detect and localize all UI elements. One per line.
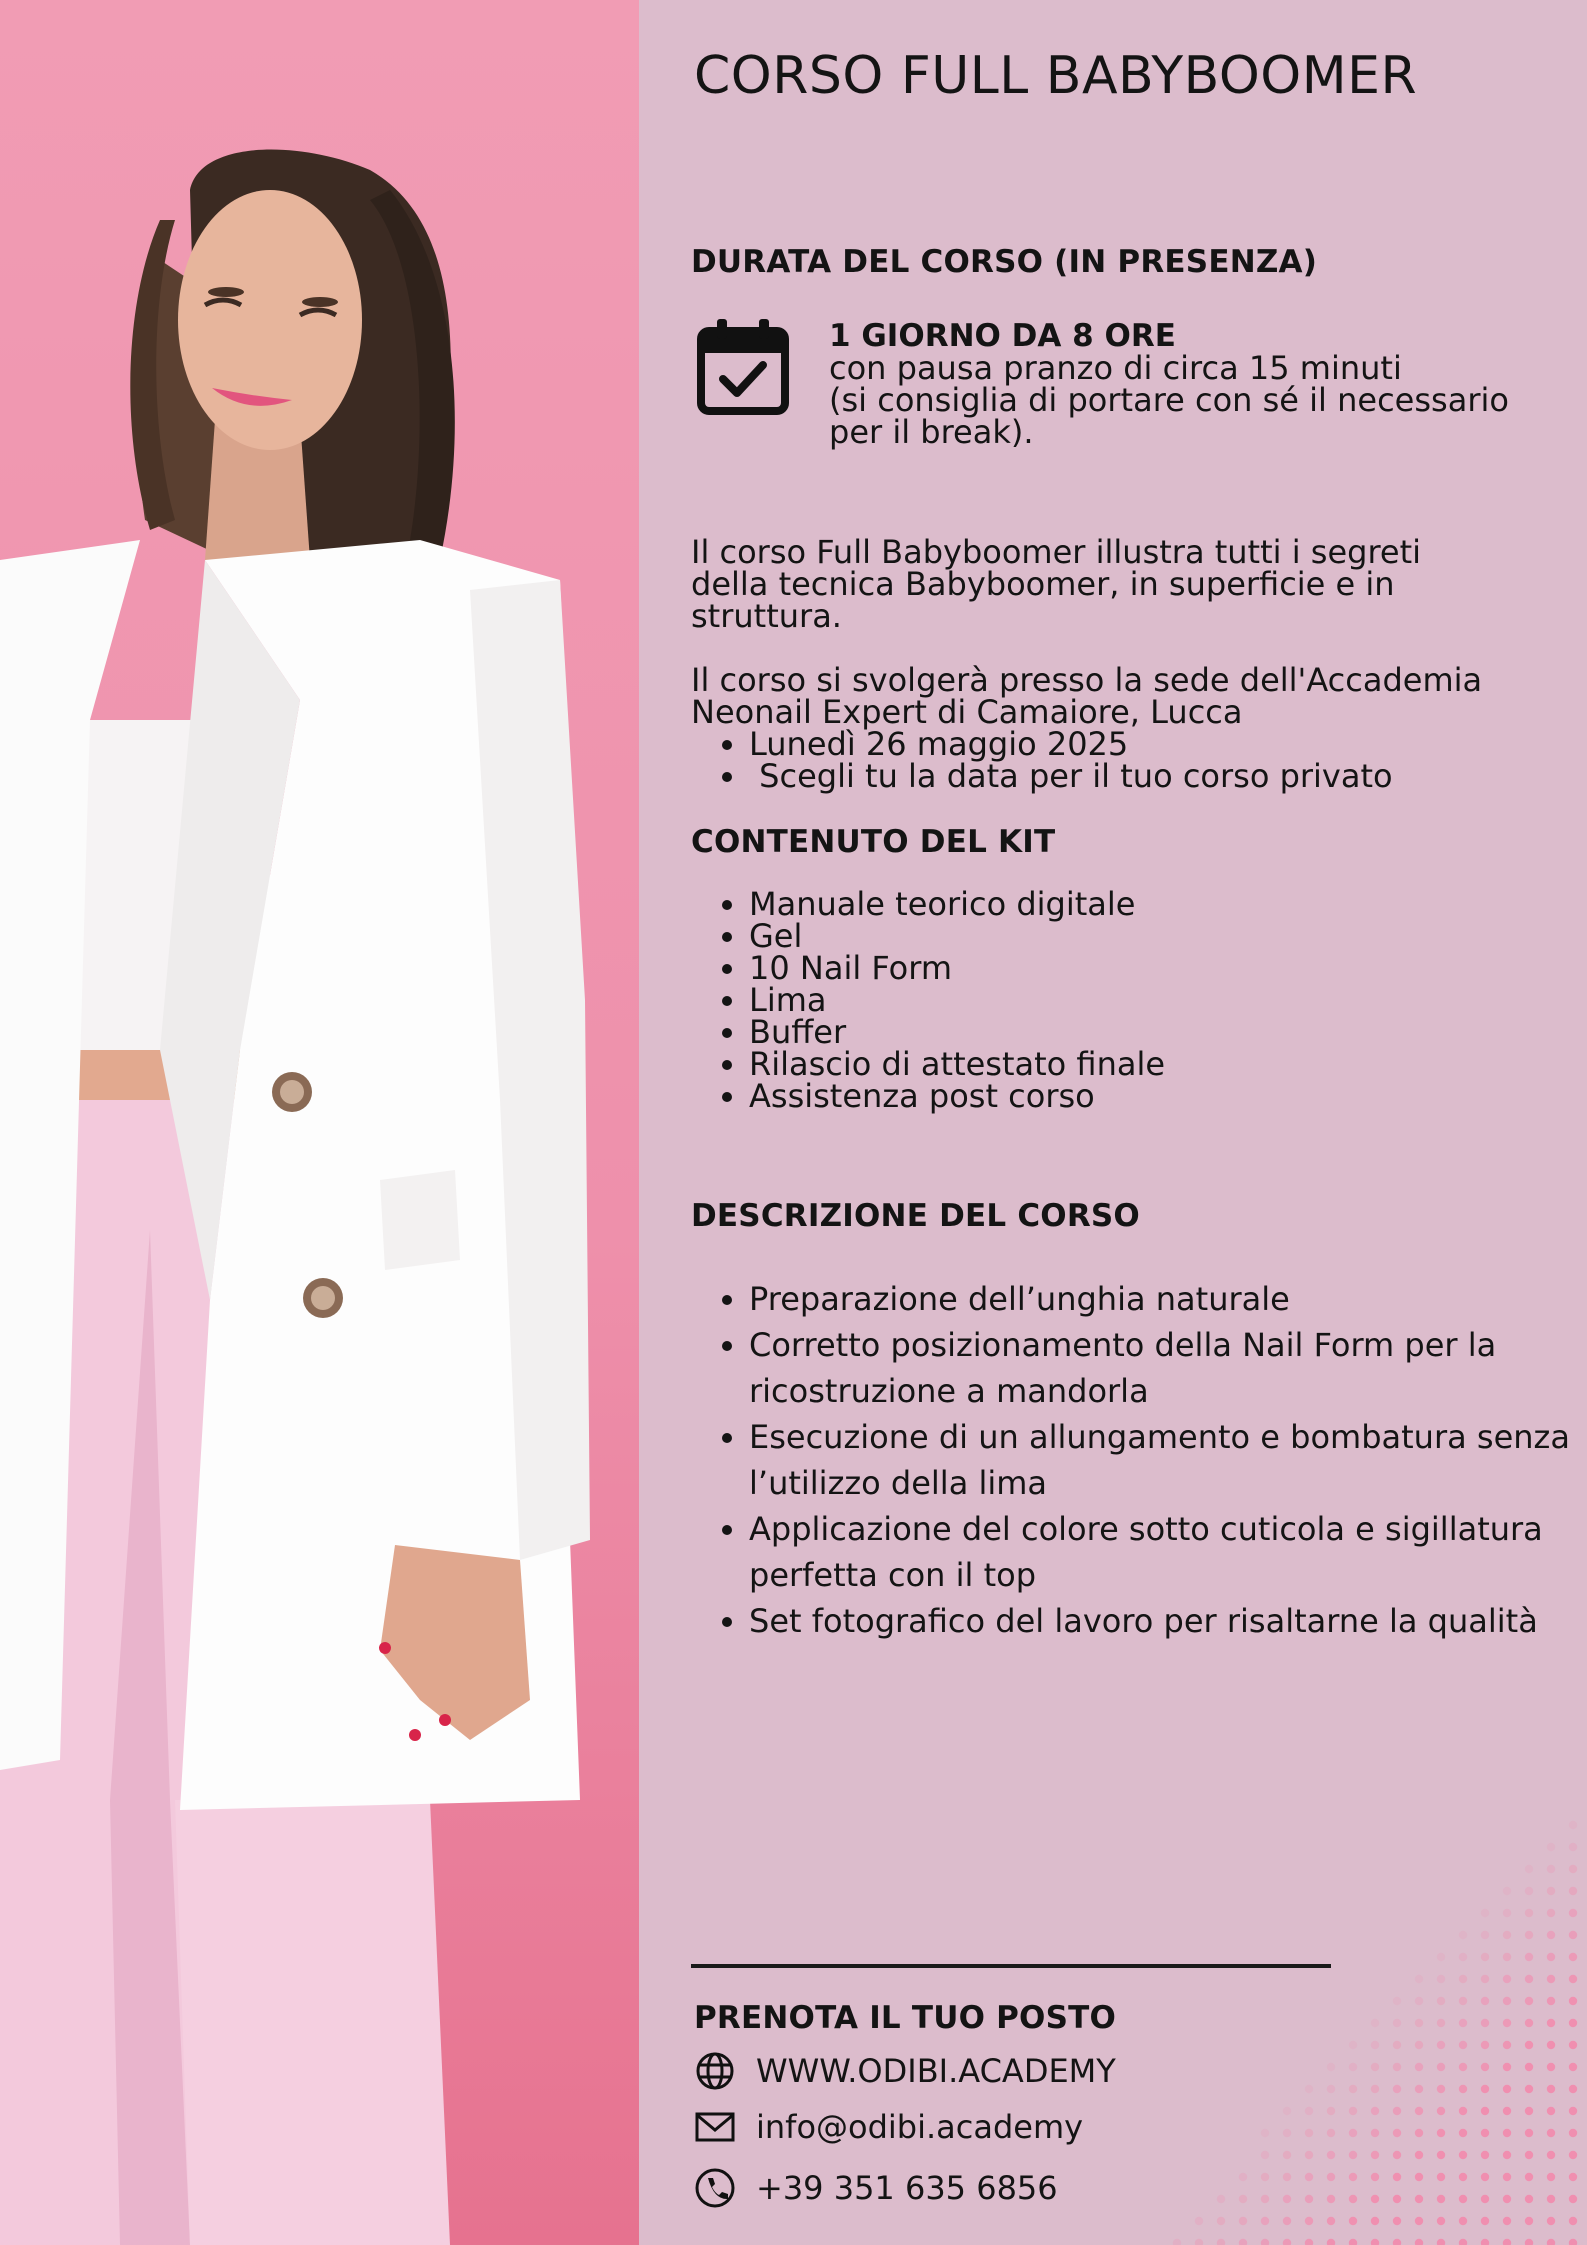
decorative-dot bbox=[1569, 2195, 1577, 2203]
decorative-dot bbox=[1547, 2063, 1555, 2071]
decorative-dot bbox=[1283, 2129, 1291, 2137]
decorative-dot bbox=[1525, 1931, 1533, 1939]
decorative-dot bbox=[1239, 2195, 1247, 2203]
decorative-dot bbox=[1569, 2173, 1577, 2181]
kit-item: • Buffer bbox=[749, 1016, 1587, 1048]
decorative-dot bbox=[1437, 2041, 1445, 2049]
decorative-dot bbox=[1525, 2173, 1533, 2181]
decorative-dot bbox=[1459, 2063, 1467, 2071]
decorative-dot bbox=[1239, 2173, 1247, 2181]
decorative-dot bbox=[1503, 1997, 1511, 2005]
decorative-dot bbox=[1305, 2239, 1313, 2245]
model-photo bbox=[0, 0, 639, 2245]
decorative-dot bbox=[1459, 1975, 1467, 1983]
decorative-dot bbox=[1569, 1887, 1577, 1895]
duration-line: per il break). bbox=[829, 413, 1034, 451]
decorative-dot bbox=[1569, 2085, 1577, 2093]
page-title: CORSO FULL BABYBOOMER bbox=[694, 46, 1418, 106]
decorative-dot bbox=[1437, 2019, 1445, 2027]
decorative-dot bbox=[1349, 2195, 1357, 2203]
phone-link[interactable] bbox=[694, 2167, 1058, 2209]
duration-line: (si consiglia di portare con sé il necessario bbox=[829, 381, 1509, 419]
decorative-dot bbox=[1525, 1865, 1533, 1873]
decorative-dot bbox=[1393, 2107, 1401, 2115]
decorative-dot bbox=[1261, 2173, 1269, 2181]
decorative-dot bbox=[1415, 2063, 1423, 2071]
decorative-dot bbox=[1217, 2195, 1225, 2203]
decorative-dot bbox=[1503, 2239, 1511, 2245]
decorative-dot bbox=[1327, 2151, 1335, 2159]
decorative-dot bbox=[1327, 2085, 1335, 2093]
decorative-dot bbox=[1415, 2195, 1423, 2203]
decorative-dot bbox=[1393, 2173, 1401, 2181]
email-link[interactable] bbox=[694, 2106, 1083, 2148]
decorative-dot bbox=[1327, 2129, 1335, 2137]
decorative-dot bbox=[1569, 2063, 1577, 2071]
decorative-dot bbox=[1415, 2107, 1423, 2115]
decorative-dot bbox=[1481, 1997, 1489, 2005]
decorative-dot bbox=[1569, 1821, 1577, 1829]
decorative-dot bbox=[1459, 2151, 1467, 2159]
decorative-dot bbox=[1195, 2217, 1203, 2225]
decorative-dot bbox=[1393, 2129, 1401, 2137]
decorative-dot bbox=[1569, 1997, 1577, 2005]
decorative-dot bbox=[1547, 2041, 1555, 2049]
decorative-dot bbox=[1327, 2195, 1335, 2203]
decorative-dot bbox=[1459, 2129, 1467, 2137]
decorative-dot bbox=[1503, 2151, 1511, 2159]
kit-item: • Assistenza post corso bbox=[749, 1080, 1587, 1112]
decorative-dot-pattern bbox=[1167, 1815, 1587, 2245]
decorative-dot bbox=[1437, 1975, 1445, 1983]
decorative-dot bbox=[1261, 2239, 1269, 2245]
decorative-dot bbox=[1569, 1975, 1577, 1983]
decorative-dot bbox=[1503, 2129, 1511, 2137]
decorative-dot bbox=[1459, 2041, 1467, 2049]
decorative-dot bbox=[1569, 2107, 1577, 2115]
decorative-dot bbox=[1525, 2151, 1533, 2159]
decorative-dot bbox=[1393, 2195, 1401, 2203]
decorative-dot bbox=[1415, 2129, 1423, 2137]
decorative-dot bbox=[1349, 2041, 1357, 2049]
decorative-dot bbox=[1173, 2239, 1181, 2245]
decorative-dot bbox=[1547, 2195, 1555, 2203]
decorative-dot bbox=[1393, 2019, 1401, 2027]
decorative-dot bbox=[1437, 2217, 1445, 2225]
decorative-dot bbox=[1459, 2195, 1467, 2203]
decorative-dot bbox=[1481, 2019, 1489, 2027]
decorative-dot bbox=[1349, 2063, 1357, 2071]
decorative-dot bbox=[1547, 1843, 1555, 1851]
decorative-dot bbox=[1437, 2129, 1445, 2137]
decorative-dot bbox=[1437, 2085, 1445, 2093]
kit-item: • Rilascio di attestato finale bbox=[749, 1048, 1587, 1080]
decorative-dot bbox=[1305, 2151, 1313, 2159]
decorative-dot bbox=[1261, 2129, 1269, 2137]
decorative-dot bbox=[1239, 2217, 1247, 2225]
decorative-dot bbox=[1349, 2085, 1357, 2093]
globe-icon bbox=[694, 2050, 736, 2092]
decorative-dot bbox=[1503, 2173, 1511, 2181]
decorative-dot bbox=[1569, 1931, 1577, 1939]
description-item: • Esecuzione di un allungamento e bombatura senza l’utilizzo della lima bbox=[749, 1414, 1587, 1506]
decorative-dot bbox=[1283, 2107, 1291, 2115]
decorative-dot bbox=[1415, 1997, 1423, 2005]
decorative-dot bbox=[1393, 2151, 1401, 2159]
decorative-dot bbox=[1481, 2217, 1489, 2225]
decorative-dot bbox=[1481, 2107, 1489, 2115]
decorative-dot bbox=[1327, 2063, 1335, 2071]
kit-heading: CONTENUTO DEL KIT bbox=[691, 824, 1056, 860]
description-item: • Applicazione del colore sotto cuticola e sigillatura perfetta con il top bbox=[749, 1506, 1587, 1598]
kit-item: • Lima bbox=[749, 984, 1587, 1016]
decorative-dot bbox=[1459, 1997, 1467, 2005]
decorative-dot bbox=[1569, 2239, 1577, 2245]
decorative-dot bbox=[1525, 2195, 1533, 2203]
decorative-dot bbox=[1305, 2085, 1313, 2093]
booking-heading: PRENOTA IL TUO POSTO bbox=[694, 2000, 1117, 2036]
decorative-dot bbox=[1503, 1909, 1511, 1917]
decorative-dot bbox=[1525, 1953, 1533, 1961]
decorative-dot bbox=[1327, 2239, 1335, 2245]
decorative-dot bbox=[1283, 2195, 1291, 2203]
decorative-dot bbox=[1261, 2217, 1269, 2225]
decorative-dot bbox=[1525, 2239, 1533, 2245]
decorative-dot bbox=[1459, 2107, 1467, 2115]
description-heading: DESCRIZIONE DEL CORSO bbox=[691, 1198, 1140, 1234]
website-text: WWW.ODIBI.ACADEMY bbox=[756, 2052, 1116, 2090]
decorative-dot bbox=[1371, 2107, 1379, 2115]
decorative-dot bbox=[1415, 2151, 1423, 2159]
decorative-dot bbox=[1327, 2107, 1335, 2115]
course-date-item: • Scegli tu la data per il tuo corso privato bbox=[749, 760, 1571, 792]
calendar-check-icon bbox=[697, 317, 789, 415]
decorative-dot bbox=[1525, 2107, 1533, 2115]
decorative-dot bbox=[1481, 2239, 1489, 2245]
decorative-dot bbox=[1415, 2041, 1423, 2049]
decorative-dot bbox=[1503, 2217, 1511, 2225]
decorative-dot bbox=[1569, 1843, 1577, 1851]
kit-list bbox=[691, 885, 1587, 1115]
decorative-dot bbox=[1415, 1975, 1423, 1983]
decorative-dot bbox=[1525, 2019, 1533, 2027]
decorative-dot bbox=[1547, 1887, 1555, 1895]
decorative-dot bbox=[1459, 2173, 1467, 2181]
decorative-dot bbox=[1415, 2239, 1423, 2245]
decorative-dot bbox=[1503, 2019, 1511, 2027]
decorative-dot bbox=[1393, 2085, 1401, 2093]
decorative-dot bbox=[1481, 1975, 1489, 1983]
decorative-dot bbox=[1437, 2173, 1445, 2181]
decorative-dot bbox=[1459, 2217, 1467, 2225]
decorative-dot bbox=[1503, 2107, 1511, 2115]
description-item: • Preparazione dell’unghia naturale bbox=[749, 1276, 1587, 1322]
decorative-dot bbox=[1371, 2063, 1379, 2071]
decorative-dot bbox=[1371, 2195, 1379, 2203]
decorative-dot bbox=[1415, 2019, 1423, 2027]
decorative-dot bbox=[1437, 2063, 1445, 2071]
decorative-dot bbox=[1261, 2195, 1269, 2203]
decorative-dot bbox=[1525, 2041, 1533, 2049]
decorative-dot bbox=[1481, 1953, 1489, 1961]
description-list bbox=[691, 1276, 1587, 1644]
duration-details bbox=[829, 318, 1509, 451]
mail-icon bbox=[694, 2106, 736, 2148]
decorative-dot bbox=[1569, 1909, 1577, 1917]
decorative-dot bbox=[1547, 2085, 1555, 2093]
decorative-dot bbox=[1393, 2239, 1401, 2245]
decorative-dot bbox=[1305, 2195, 1313, 2203]
duration-line: con pausa pranzo di circa 15 minuti bbox=[829, 349, 1402, 387]
decorative-dot bbox=[1547, 1975, 1555, 1983]
decorative-dot bbox=[1327, 2173, 1335, 2181]
decorative-dot bbox=[1349, 2217, 1357, 2225]
location-line: Il corso si svolgerà presso la sede dell'Accademia bbox=[691, 661, 1483, 699]
decorative-dot bbox=[1547, 2129, 1555, 2137]
course-date-item: • Lunedì 26 maggio 2025 bbox=[749, 728, 1571, 760]
model-illustration bbox=[0, 0, 639, 2245]
decorative-dot bbox=[1569, 2151, 1577, 2159]
phone-text: +39 351 635 6856 bbox=[756, 2169, 1058, 2207]
decorative-dot bbox=[1525, 2217, 1533, 2225]
decorative-dot bbox=[1305, 2173, 1313, 2181]
decorative-dot bbox=[1217, 2217, 1225, 2225]
description-item: • Corretto posizionamento della Nail Form per la ricostruzione a mandorla bbox=[749, 1322, 1587, 1414]
decorative-dot bbox=[1371, 2041, 1379, 2049]
decorative-dot bbox=[1437, 1953, 1445, 1961]
decorative-dot bbox=[1547, 1997, 1555, 2005]
course-location bbox=[691, 661, 1571, 795]
decorative-dot bbox=[1525, 2085, 1533, 2093]
decorative-dot bbox=[1371, 2019, 1379, 2027]
divider bbox=[691, 1964, 1331, 1968]
decorative-dot bbox=[1525, 2063, 1533, 2071]
decorative-dot bbox=[1437, 1997, 1445, 2005]
decorative-dot bbox=[1481, 2041, 1489, 2049]
kit-item: • Gel bbox=[749, 920, 1587, 952]
decorative-dot bbox=[1481, 2151, 1489, 2159]
decorative-dot bbox=[1459, 1931, 1467, 1939]
decorative-dot bbox=[1547, 2107, 1555, 2115]
decorative-dot bbox=[1305, 2107, 1313, 2115]
decorative-dot bbox=[1569, 2217, 1577, 2225]
decorative-dot bbox=[1481, 1931, 1489, 1939]
decorative-dot bbox=[1459, 2239, 1467, 2245]
decorative-dot bbox=[1371, 2239, 1379, 2245]
website-link[interactable] bbox=[694, 2050, 1116, 2092]
decorative-dot bbox=[1415, 2173, 1423, 2181]
decorative-dot bbox=[1547, 2151, 1555, 2159]
decorative-dot bbox=[1393, 1997, 1401, 2005]
decorative-dot bbox=[1349, 2239, 1357, 2245]
decorative-dot bbox=[1525, 2129, 1533, 2137]
decorative-dot bbox=[1569, 1953, 1577, 1961]
intro-line: struttura. bbox=[691, 597, 842, 635]
decorative-dot bbox=[1503, 2063, 1511, 2071]
decorative-dot bbox=[1305, 2217, 1313, 2225]
decorative-dot bbox=[1481, 2063, 1489, 2071]
decorative-dot bbox=[1371, 2129, 1379, 2137]
decorative-dot bbox=[1195, 2239, 1203, 2245]
intro-line: della tecnica Babyboomer, in superficie e in bbox=[691, 565, 1395, 603]
location-line: Neonail Expert di Camaiore, Lucca bbox=[691, 693, 1243, 731]
decorative-dot bbox=[1393, 2063, 1401, 2071]
decorative-dot bbox=[1503, 1887, 1511, 1895]
decorative-dot bbox=[1459, 2085, 1467, 2093]
decorative-dot bbox=[1547, 2217, 1555, 2225]
course-dates-list bbox=[691, 725, 1571, 795]
decorative-dot bbox=[1503, 2195, 1511, 2203]
decorative-dot bbox=[1525, 1975, 1533, 1983]
description-item: • Set fotografico del lavoro per risaltarne la qualità bbox=[749, 1598, 1587, 1644]
phone-icon bbox=[694, 2167, 736, 2209]
decorative-dot bbox=[1437, 2195, 1445, 2203]
decorative-dot bbox=[1393, 2041, 1401, 2049]
decorative-dot bbox=[1459, 1953, 1467, 1961]
decorative-dot bbox=[1415, 2217, 1423, 2225]
decorative-dot bbox=[1503, 2041, 1511, 2049]
decorative-dot bbox=[1283, 2173, 1291, 2181]
decorative-dot bbox=[1349, 2173, 1357, 2181]
decorative-dot bbox=[1371, 2217, 1379, 2225]
decorative-dot bbox=[1437, 2239, 1445, 2245]
decorative-dot bbox=[1503, 1931, 1511, 1939]
decorative-dot bbox=[1283, 2239, 1291, 2245]
decorative-dot bbox=[1547, 1865, 1555, 1873]
decorative-dot bbox=[1349, 2129, 1357, 2137]
decorative-dot bbox=[1547, 1953, 1555, 1961]
decorative-dot bbox=[1481, 2129, 1489, 2137]
decorative-dot bbox=[1371, 2085, 1379, 2093]
decorative-dot bbox=[1481, 2085, 1489, 2093]
decorative-dot bbox=[1569, 1865, 1577, 1873]
decorative-dot bbox=[1481, 1909, 1489, 1917]
decorative-dot bbox=[1547, 2239, 1555, 2245]
kit-item: • Manuale teorico digitale bbox=[749, 888, 1587, 920]
decorative-dot bbox=[1525, 1909, 1533, 1917]
duration-main: 1 GIORNO DA 8 ORE bbox=[829, 318, 1176, 354]
decorative-dot bbox=[1261, 2151, 1269, 2159]
decorative-dot bbox=[1459, 2019, 1467, 2027]
decorative-dot bbox=[1283, 2217, 1291, 2225]
decorative-dot bbox=[1569, 2019, 1577, 2027]
decorative-dot bbox=[1305, 2129, 1313, 2137]
decorative-dot bbox=[1437, 2107, 1445, 2115]
decorative-dot bbox=[1503, 1975, 1511, 1983]
decorative-dot bbox=[1569, 2041, 1577, 2049]
email-text: info@odibi.academy bbox=[756, 2108, 1084, 2146]
intro-line: Il corso Full Babyboomer illustra tutti i segreti bbox=[691, 533, 1422, 571]
decorative-dot bbox=[1503, 1953, 1511, 1961]
decorative-dot bbox=[1371, 2151, 1379, 2159]
decorative-dot bbox=[1437, 2151, 1445, 2159]
decorative-dot bbox=[1393, 2217, 1401, 2225]
course-intro bbox=[691, 533, 1422, 635]
course-info-panel bbox=[639, 0, 1587, 2245]
decorative-dot bbox=[1239, 2239, 1247, 2245]
decorative-dot bbox=[1547, 1931, 1555, 1939]
decorative-dot bbox=[1525, 1887, 1533, 1895]
decorative-dot bbox=[1371, 2173, 1379, 2181]
decorative-dot bbox=[1481, 2173, 1489, 2181]
decorative-dot bbox=[1569, 2129, 1577, 2137]
decorative-dot bbox=[1349, 2151, 1357, 2159]
decorative-dot bbox=[1525, 1997, 1533, 2005]
decorative-dot bbox=[1503, 2085, 1511, 2093]
decorative-dot bbox=[1481, 2195, 1489, 2203]
duration-heading: DURATA DEL CORSO (IN PRESENZA) bbox=[691, 244, 1318, 280]
decorative-dot bbox=[1327, 2217, 1335, 2225]
decorative-dot bbox=[1217, 2239, 1225, 2245]
kit-item: • 10 Nail Form bbox=[749, 952, 1587, 984]
decorative-dot bbox=[1349, 2107, 1357, 2115]
decorative-dot bbox=[1547, 1909, 1555, 1917]
decorative-dot bbox=[1547, 2173, 1555, 2181]
decorative-dot bbox=[1415, 2085, 1423, 2093]
decorative-dot bbox=[1283, 2151, 1291, 2159]
decorative-dot bbox=[1547, 2019, 1555, 2027]
